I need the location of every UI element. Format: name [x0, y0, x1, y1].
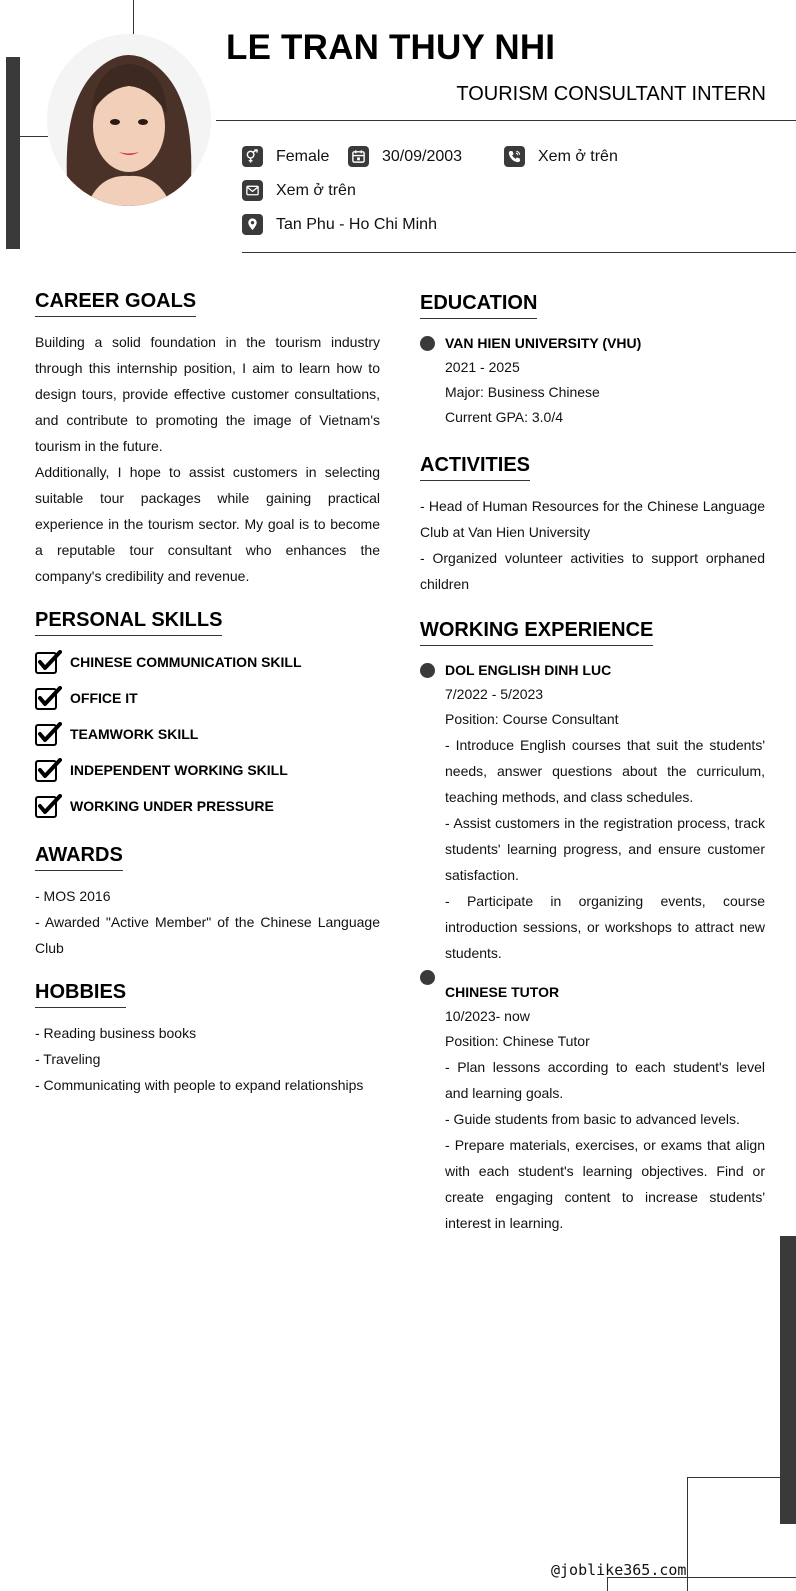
decorative-box-bottom-right — [687, 1477, 783, 1591]
job-position: Position: Course Consultant — [445, 711, 619, 727]
location-pin-icon — [242, 214, 263, 235]
skill-item — [35, 752, 380, 788]
job-detail: - Assist customers in the registration process, track students' learning progress, and ensure customer satisfaction. — [445, 815, 765, 883]
bullet-dot — [420, 970, 435, 985]
header-divider — [216, 120, 796, 121]
checkbox-checked-icon — [35, 650, 62, 674]
contact-phone — [504, 146, 618, 167]
job-detail: - Participate in organizing events, course introduction sessions, or workshops to attract new students. — [445, 893, 765, 961]
job-period: 7/2022 - 5/2023 — [445, 686, 544, 702]
checkbox-checked-icon — [35, 722, 62, 746]
skill-item — [35, 716, 380, 752]
bullet-dot — [420, 336, 435, 351]
contact-birthdate — [348, 146, 462, 167]
awards-section — [35, 844, 380, 961]
left-column — [35, 290, 380, 1098]
checkbox-checked-icon — [35, 758, 62, 782]
job-entry — [420, 658, 765, 966]
education-period: 2021 - 2025 — [445, 359, 520, 375]
activity-item: - Head of Human Resources for the Chinese Language Club at Van Hien University — [420, 498, 765, 540]
decorative-bar-left — [6, 57, 20, 249]
hobbies-section — [35, 981, 380, 1098]
job-detail: - Introduce English courses that suit the students' needs, answer questions about the curriculum, teaching methods, and class schedules. — [445, 737, 765, 805]
birthdate-text: 30/09/2003 — [382, 147, 463, 165]
working-experience-section — [420, 619, 765, 1236]
skill-label: TEAMWORK SKILL — [70, 726, 199, 742]
award-item: - Awarded "Active Member" of the Chinese Language Club — [35, 914, 380, 956]
gender-icon — [242, 146, 263, 167]
hobby-item: - Reading business books — [35, 1025, 197, 1041]
section-title: WORKING EXPERIENCE — [420, 619, 653, 646]
phone-icon — [504, 146, 525, 167]
career-goal-paragraph: Additionally, I hope to assist customers in selecting suitable tour packages while gaining practical experience in the tourism sector. My goal is to become a reputable tour consultant who enhances the company's credibility and revenue. — [35, 464, 380, 584]
skill-item — [35, 788, 380, 824]
job-detail: - Plan lessons according to each student's level and learning goals. — [445, 1059, 765, 1101]
skill-label: WORKING UNDER PRESSURE — [70, 798, 274, 814]
address-text: Tan Phu - Ho Chi Minh — [276, 215, 437, 233]
right-column — [420, 292, 765, 1236]
contact-address — [242, 214, 437, 235]
contact-divider — [242, 252, 796, 253]
education-section — [420, 292, 765, 430]
contact-gender — [242, 146, 329, 167]
career-goals-section — [35, 290, 380, 589]
email-icon — [242, 180, 263, 201]
job-company: DOL ENGLISH DINH LUC — [445, 662, 612, 678]
job-title: TOURISM CONSULTANT INTERN — [456, 83, 766, 105]
personal-skills-section — [35, 609, 380, 824]
hobby-item: - Communicating with people to expand relationships — [35, 1077, 364, 1093]
job-detail: - Guide students from basic to advanced levels. — [445, 1111, 740, 1127]
activities-section — [420, 454, 765, 597]
job-entry — [420, 970, 765, 1236]
education-entry — [420, 331, 765, 430]
skill-label: CHINESE COMMUNICATION SKILL — [70, 654, 302, 670]
avatar — [47, 34, 211, 206]
education-major: Major: Business Chinese — [445, 384, 600, 400]
hobby-item: - Traveling — [35, 1051, 101, 1067]
decorative-line-left — [20, 136, 48, 137]
gender-text: Female — [276, 147, 330, 165]
skill-label: OFFICE IT — [70, 690, 138, 706]
job-period: 10/2023- now — [445, 1008, 530, 1024]
job-position: Position: Chinese Tutor — [445, 1033, 590, 1049]
activity-item: - Organized volunteer activities to support orphaned children — [420, 550, 765, 592]
section-title: AWARDS — [35, 844, 123, 871]
calendar-icon — [348, 146, 369, 167]
candidate-name: LE TRAN THUY NHI — [226, 28, 556, 67]
skill-label: INDEPENDENT WORKING SKILL — [70, 762, 288, 778]
education-gpa: Current GPA: 3.0/4 — [445, 409, 564, 425]
section-title: CAREER GOALS — [35, 290, 196, 317]
award-item: - MOS 2016 — [35, 888, 111, 904]
decorative-line-bottom-vertical — [607, 1577, 608, 1591]
phone-text: Xem ở trên — [538, 147, 618, 165]
section-title: EDUCATION — [420, 292, 537, 319]
section-title: PERSONAL SKILLS — [35, 609, 222, 636]
footer-brand: @joblike365.com — [551, 1561, 687, 1579]
skill-item — [35, 680, 380, 716]
school-name: VAN HIEN UNIVERSITY (VHU) — [445, 335, 642, 351]
checkbox-checked-icon — [35, 794, 62, 818]
section-title: ACTIVITIES — [420, 454, 530, 481]
contact-email — [242, 180, 356, 201]
bullet-dot — [420, 663, 435, 678]
checkbox-checked-icon — [35, 686, 62, 710]
section-title: HOBBIES — [35, 981, 126, 1008]
job-detail: - Prepare materials, exercises, or exams that align with each student's learning objectives. Find or create engaging content to increase students' interest in learning. — [445, 1137, 765, 1231]
skill-item — [35, 644, 380, 680]
email-text[interactable]: Xem ở trên — [276, 181, 356, 199]
job-company: CHINESE TUTOR — [445, 984, 560, 1000]
career-goal-paragraph: Building a solid foundation in the tourism industry through this internship position, I aim to learn how to design tours, provide effective customer consultations, and contribute to promoting the image of Vietnam's tourism in the future. — [35, 334, 380, 454]
